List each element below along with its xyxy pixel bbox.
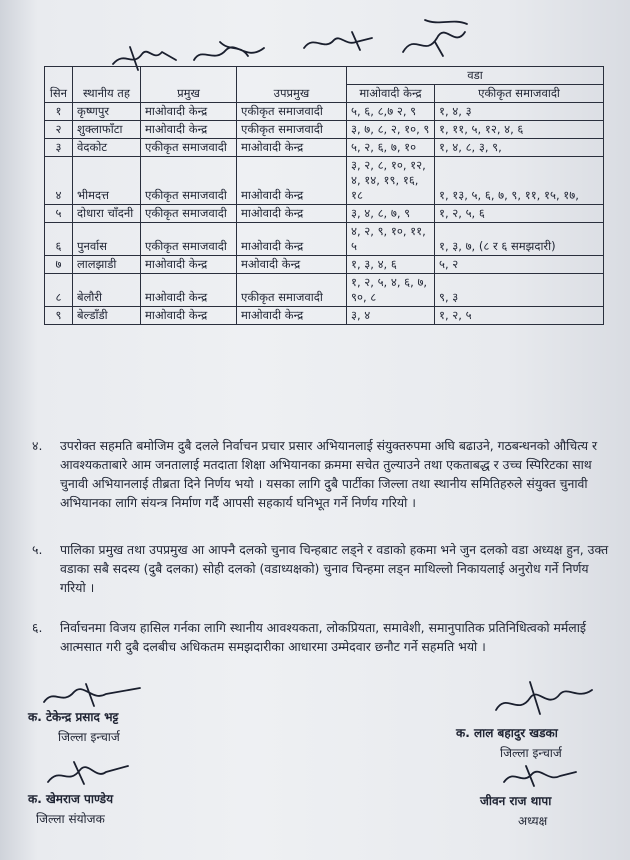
signatory-name-right-top: क. लाल बहादुर खडका <box>456 726 558 740</box>
table-row <box>45 307 604 325</box>
row-ward-unified: १, ३, ७, (८ र ६ समझदारी) <box>435 223 604 256</box>
table-row <box>45 256 604 274</box>
table-row <box>45 223 604 256</box>
row-deputy: माओवादी केन्द्र <box>237 223 347 256</box>
signature-top-2 <box>190 36 270 70</box>
row-ward-maoist: ५, ६, ८,७ २, ९ <box>347 103 435 121</box>
row-deputy: एकीकृत समाजवादी <box>237 274 347 307</box>
paragraph-text: उपरोक्त सहमति बमोजिम दुबै दलले निर्वाचन प्रचार प्रसार अभियानलाई संयुक्तरुपमा अघि बढाउने, गठबन्धनको औचित्य र आवश्यकताबारे आम जनतालाई मतदाता शिक्षा अभियानका क्रममा सचेत तुल्याउने तथा एकताबद्ध र उच्च स्पिरिटका साथ चुनावी अभियानलाई तीब्रता दिने निर्णय भयो । यसका लागि दुबै पार्टीका जिल्ला तथा स्थानीय समितिहरुले संयुक्त चुनावी अभियानका लागि संयन्त्र निर्माण गर्दै आपसी सहकार्य घनिभूत गर्ने निर्णय गरियो । <box>60 438 598 510</box>
row-chief: एकीकृत समाजवादी <box>141 139 237 157</box>
row-local-level: पुनर्वास <box>73 223 141 256</box>
row-sn: ९ <box>45 307 73 325</box>
row-local-level: भीमदत्त <box>73 157 141 205</box>
row-local-level: बेल्डाँडी <box>73 307 141 325</box>
signatory-role-left-bottom: जिल्ला संयोजक <box>36 812 105 826</box>
signature-right-top <box>490 676 600 720</box>
header-ward-maoist: माओवादी केन्द्र <box>347 85 435 103</box>
paragraph-text: पालिका प्रमुख तथा उपप्रमुख आ आफ्नै दलको चुनाव चिन्हबाट लड्ने र वडाको हकमा भने जुन दलको वडा अध्यक्ष हुन, उक्त वडाका सबै सदस्य (दुबै दलका) सोही दलको (वडाध्यक्षको) चुनाव चिन्हमा लड्न माथिल्लो निकायलाई अनुरोध गर्ने निर्णय गरियो । <box>60 542 609 595</box>
row-deputy: एकीकृत समाजवादी <box>237 103 347 121</box>
row-local-level: लालझाडी <box>73 256 141 274</box>
header-deputy: उपप्रमुख <box>237 67 347 103</box>
row-sn: १ <box>45 103 73 121</box>
row-ward-maoist: १, २, ५, ४, ६, ७, ९०, ८ <box>347 274 435 307</box>
row-sn: ३ <box>45 139 73 157</box>
row-deputy: माओवादी केन्द्र <box>237 205 347 223</box>
row-local-level: वेदकोट <box>73 139 141 157</box>
row-local-level: कृष्णपुर <box>73 103 141 121</box>
row-ward-maoist: ५, २, ६, ७, १० <box>347 139 435 157</box>
signature-left-bottom <box>44 756 134 790</box>
row-deputy: मओवादी केन्द्र <box>237 256 347 274</box>
row-chief: एकीकृत समाजवादी <box>141 157 237 205</box>
header-ward-unified: एकीकृत समाजवादी <box>435 85 604 103</box>
header-local-level: स्थानीय तह <box>73 67 141 103</box>
signatory-name-right-bottom: जीवन राज थापा <box>480 794 552 808</box>
row-chief: माओवादी केन्द्र <box>141 274 237 307</box>
row-deputy: माओवादी केन्द्र <box>237 139 347 157</box>
row-ward-unified: ९, ३ <box>435 274 604 307</box>
row-sn: ६ <box>45 223 73 256</box>
paragraph-number: ५. <box>32 542 43 557</box>
signature-right-bottom <box>500 762 580 790</box>
row-ward-maoist: ३, २, ८, १०, १२, ४, १४, १९, १६, १८ <box>347 157 435 205</box>
signatory-name-left-top: क. टेकेन्द्र प्रसाद भट्ट <box>28 710 119 724</box>
row-ward-unified: १, १३, ५, ६, ७, ९, ११, १५, १७, <box>435 157 604 205</box>
row-deputy: माओवादी केन्द्र <box>237 157 347 205</box>
row-ward-maoist: १, ३, ४, ६ <box>347 256 435 274</box>
row-deputy: एकीकृत समाजवादी <box>237 121 347 139</box>
row-local-level: शुक्लाफाँटा <box>73 121 141 139</box>
row-ward-unified: ५, २ <box>435 256 604 274</box>
row-ward-maoist: ३, ४ <box>347 307 435 325</box>
paragraph-5 <box>20 540 610 597</box>
row-ward-unified: १, ११, ५, १२, ४, ६ <box>435 121 604 139</box>
row-sn: ८ <box>45 274 73 307</box>
paragraph-number: ४. <box>32 438 43 453</box>
table-row <box>45 274 604 307</box>
header-sn: सिन <box>45 67 73 103</box>
row-chief: माओवादी केन्द्र <box>141 307 237 325</box>
row-chief: एकीकृत समाजवादी <box>141 205 237 223</box>
row-sn: ४ <box>45 157 73 205</box>
signatory-name-left-bottom: क. खेमराज पाण्डेय <box>28 792 114 806</box>
paragraph-4 <box>20 436 610 512</box>
row-sn: ७ <box>45 256 73 274</box>
signature-top-4 <box>395 12 475 62</box>
table-row <box>45 205 604 223</box>
row-local-level: बेलौरी <box>73 274 141 307</box>
row-ward-unified: १, ४, ३ <box>435 103 604 121</box>
row-ward-maoist: ३, ४, ८, ७, ९ <box>347 205 435 223</box>
table-row <box>45 139 604 157</box>
row-sn: ५ <box>45 205 73 223</box>
header-chief: प्रमुख <box>141 67 237 103</box>
row-chief: माओवादी केन्द्र <box>141 256 237 274</box>
row-deputy: माओवादी केन्द्र <box>237 307 347 325</box>
row-ward-unified: १, ४, ८, ३, ९, <box>435 139 604 157</box>
signature-top-3 <box>300 28 380 58</box>
row-ward-maoist: ४, २, ९, १०, ११, ५ <box>347 223 435 256</box>
row-chief: माओवादी केन्द्र <box>141 103 237 121</box>
signatory-role-left-top: जिल्ला इन्चार्ज <box>58 730 120 744</box>
row-local-level: दोधारा चाँदनी <box>73 205 141 223</box>
row-chief: एकीकृत समाजवादी <box>141 223 237 256</box>
signatory-role-right-bottom: अध्यक्ष <box>518 814 548 828</box>
table-row <box>45 103 604 121</box>
table-row <box>45 121 604 139</box>
row-ward-maoist: ३, ७, ८, २, १०, ९ <box>347 121 435 139</box>
paragraph-text: निर्वाचनमा विजय हासिल गर्नका लागि स्थानीय आवश्यकता, लोकप्रियता, समावेशी, समानुपातिक प्रतिनिधित्वको मर्मलाई आत्मसात गरी दुबै दलबीच अधिकतम समझदारीका आधारमा उम्मेदवार छनौट गर्ने सहमति भयो । <box>60 620 586 654</box>
ward-allocation-table <box>44 66 604 325</box>
row-sn: २ <box>45 121 73 139</box>
signatory-role-right-top: जिल्ला इन्चार्ज <box>500 746 562 760</box>
row-ward-unified: १, २, ५ <box>435 307 604 325</box>
row-chief: माओवादी केन्द्र <box>141 121 237 139</box>
row-ward-unified: १, २, ५, ६ <box>435 205 604 223</box>
paragraph-number: ६. <box>32 620 43 635</box>
header-ward: वडा <box>347 67 604 85</box>
table-row <box>45 157 604 205</box>
paragraph-6 <box>20 618 610 656</box>
signature-left-top <box>40 680 150 710</box>
